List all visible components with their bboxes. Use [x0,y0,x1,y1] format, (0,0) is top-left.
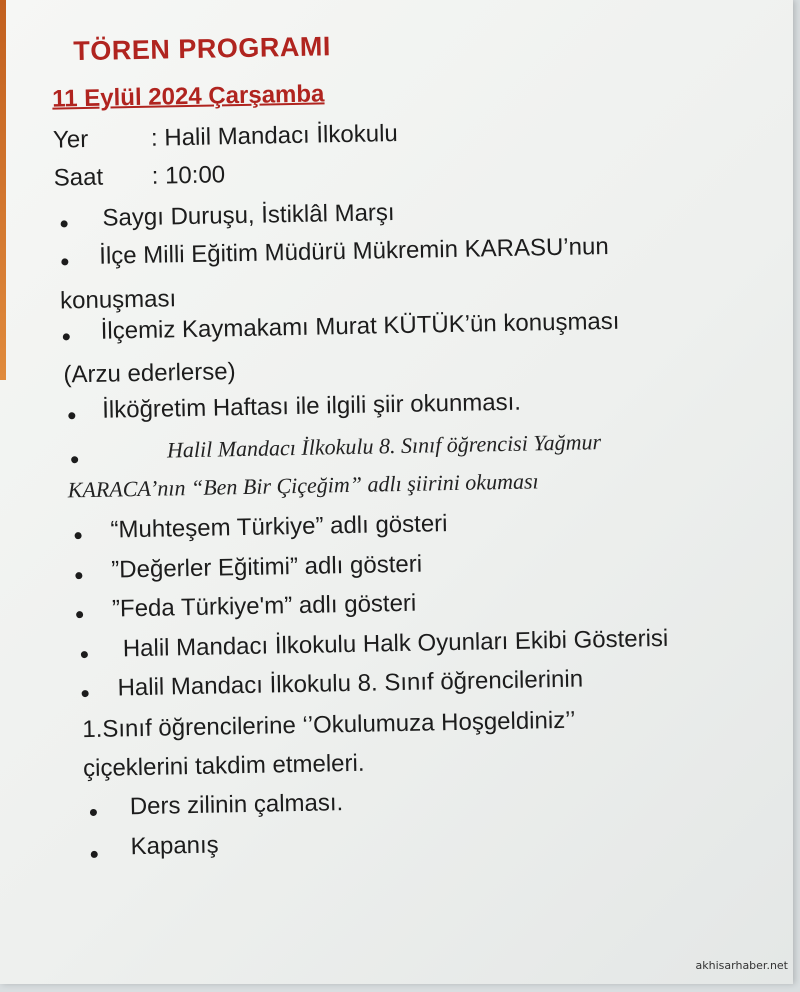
bullet-icon [71,456,78,463]
bullet-icon [61,258,68,265]
bullet-icon [75,572,82,579]
program-item-5-cont: KARACA’nın “Ben Bir Çiçeğim” adlı şiirini okuması [67,468,539,503]
place-label: Yer [52,125,89,154]
program-item-12: Kapanış [130,831,219,861]
bullet-icon [68,412,75,419]
program-item-9: Halil Mandacı İlkokulu Halk Oyunları Ekibi Gösterisi [122,624,669,663]
place-row [53,120,398,155]
program-item-7: ”Değerler Eğitimi” adlı gösteri [111,550,423,584]
bullet-icon [82,690,89,697]
bullet-icon [75,532,82,539]
program-item-1: Saygı Duruşu, İstiklâl Marşı [102,199,395,232]
bullet-icon [63,333,70,340]
time-row [53,161,225,192]
program-item-3: İlçemiz Kaymakamı Murat KÜTÜK’ün konuşması [100,307,620,345]
program-date: 11 Eylül 2024 Çarşamba [51,80,325,113]
bullet-icon [61,220,68,227]
program-item-2-cont: konuşması [59,285,177,315]
program-item-10-cont: 1.Sınıf öğrencilerine ‘’Okulumuza Hoşgeldiniz’’ [82,706,576,744]
bullet-icon [90,809,97,816]
time-label: Saat [53,163,104,192]
program-item-8: ”Feda Türkiye'm” adlı gösteri [111,589,417,623]
place-value: : Halil Mandacı İlkokulu [150,119,399,152]
program-item-2: İlçe Milli Eğitim Müdürü Mükremin KARASU’nun [99,232,609,270]
program-item-10-cont2: çiçeklerini takdim etmeleri. [82,749,365,783]
bullet-icon [91,851,98,858]
program-title: TÖREN PROGRAMI [73,31,332,67]
program-item-5: Halil Mandacı İlkokulu 8. Sınıf öğrencisi Yağmur [166,429,602,463]
program-item-4: İlköğretim Haftası ile ilgili şiir okunması. [101,388,522,424]
watermark: akhisarhaber.net [695,959,788,972]
program-item-3-cont: (Arzu ederlerse) [63,358,236,389]
bullet-icon [76,611,83,618]
bullet-icon [81,651,88,658]
program-item-10: Halil Mandacı İlkokulu 8. Sınıf öğrencilerinin [117,665,584,702]
program-item-11: Ders zilinin çalması. [129,789,344,821]
program-item-6: “Muhteşem Türkiye” adlı gösteri [110,510,448,544]
time-value: : 10:00 [151,161,226,190]
